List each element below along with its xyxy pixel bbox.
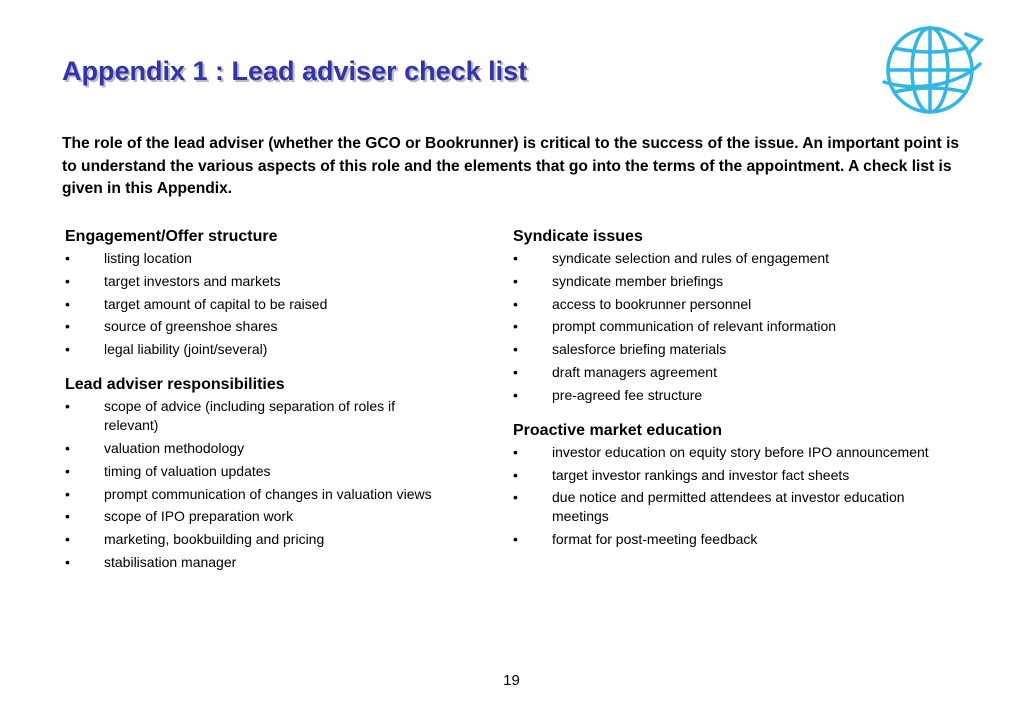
bullet-icon: • [513,531,518,548]
slide-title: Appendix 1 : Lead adviser check list [62,56,528,86]
list-item-text: scope of IPO preparation work [104,508,294,525]
bullet-icon: • [513,489,518,506]
bullet-icon: • [65,531,70,548]
list-item [513,295,933,314]
bullet-icon: • [513,466,518,483]
list-item-text: syndicate member briefings [552,272,724,289]
list-item-text: prompt communication of relevant information [552,318,837,335]
list-item [65,507,445,526]
list-item [65,397,445,435]
list-item [513,317,933,336]
section-syndicate-issues [513,226,933,405]
bullet-icon: • [65,398,70,415]
list-item [65,340,445,359]
bullet-list [65,397,445,572]
list-item [513,488,933,526]
list-item-text: due notice and permitted attendees at investor education meetings [552,489,905,525]
bullet-icon: • [513,272,518,289]
bullet-icon: • [513,443,518,460]
list-item-text: listing location [104,250,192,266]
bullet-icon: • [65,272,70,289]
list-item-text: target amount of capital to be raised [104,295,328,312]
list-item-text: stabilisation manager [104,553,237,570]
list-item [65,317,445,336]
list-item [65,553,445,572]
bullet-icon: • [65,462,70,479]
section-engagement-offer-structure [65,226,445,359]
list-item [513,340,933,359]
list-item-text: marketing, bookbuilding and pricing [104,531,325,548]
bullet-icon: • [65,508,70,525]
bullet-icon: • [65,553,70,570]
bullet-icon: • [65,318,70,335]
bullet-icon: • [65,341,70,358]
list-item-text: scope of advice (including separation of roles if relevant) [104,398,396,434]
bullet-icon: • [65,439,70,456]
list-item-text: syndicate selection and rules of engagement [552,250,830,266]
list-item [513,443,933,462]
section-proactive-market-education [513,420,933,549]
list-item [513,530,933,549]
bullet-icon: • [65,295,70,312]
list-item [65,530,445,549]
list-item-text: timing of valuation updates [104,462,271,479]
bullet-icon: • [513,363,518,380]
bullet-icon: • [513,250,518,266]
list-item [513,386,933,405]
section-heading: Proactive market education [513,421,722,439]
list-item [513,249,933,268]
bullet-list [513,443,933,549]
list-item-text: source of greenshoe shares [104,318,278,335]
intro-paragraph: The role of the lead adviser (whether the GCO or Bookrunner) is critical to the success of the issue. An important point is to understand the various aspects of this role and the elements that go into the terms of the appointment. A check list is given in this Appendix. [62,135,960,197]
bullet-icon: • [513,386,518,403]
list-item [513,363,933,382]
list-item-text: investor education on equity story before IPO announcement [552,443,929,460]
list-item [65,439,445,458]
list-item-text: format for post-meeting feedback [552,531,758,548]
bullet-list [513,249,933,405]
list-item-text: target investor rankings and investor fact sheets [552,466,850,483]
list-item-text: pre-agreed fee structure [552,386,703,403]
list-item [513,466,933,485]
bullet-icon: • [65,485,70,502]
list-item [65,272,445,291]
list-item-text: access to bookrunner personnel [552,295,752,312]
list-item-text: target investors and markets [104,272,281,289]
list-item-text: draft managers agreement [552,363,717,380]
section-heading: Engagement/Offer structure [65,228,278,245]
list-item-text: prompt communication of changes in valuation views [104,485,432,502]
left-column [65,226,445,587]
list-item [65,295,445,314]
bullet-list [65,249,445,359]
bullet-icon: • [65,250,70,266]
list-item [65,485,445,504]
list-item-text: legal liability (joint/several) [104,341,268,358]
globe-icon [880,20,984,116]
list-item [513,272,933,291]
list-item [65,462,445,481]
bullet-icon: • [513,295,518,312]
list-item [65,249,445,268]
section-heading: Lead adviser responsibilities [65,376,285,394]
section-heading: Syndicate issues [513,228,643,245]
section-lead-adviser-responsibilities [65,374,445,572]
bullet-icon: • [513,318,518,335]
list-item-text: salesforce briefing materials [552,341,727,358]
page-number: 19 [503,672,520,689]
list-item-text: valuation methodology [104,439,245,456]
right-column [513,226,933,564]
bullet-icon: • [513,341,518,358]
